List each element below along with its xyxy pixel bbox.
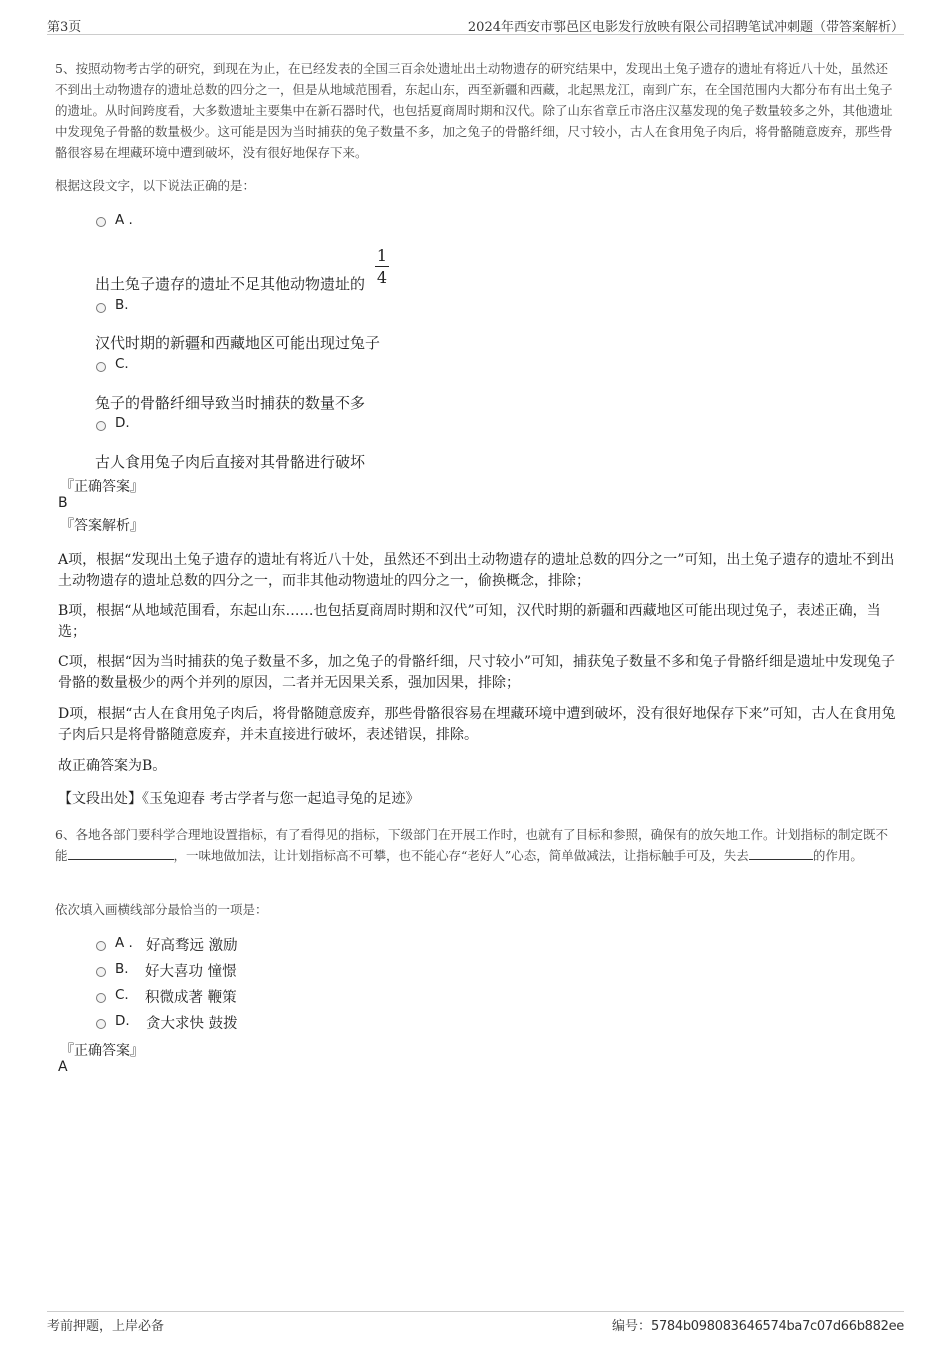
radio-button[interactable] (96, 967, 106, 977)
radio-button[interactable] (96, 1019, 106, 1029)
fraction-denominator: 4 (376, 268, 388, 287)
fill-blank-1 (68, 847, 174, 860)
q5-analysis-c: C项，根据“因为当时捕获的兔子数量不多，加之兔子的骨骼纤细，尺寸较小”可知，捕获兔子数量不多和兔子骨骼纤细是遗址中发现兔子骨骼的数量极少的两个并列的原因，二者并无因果关系，强加因果，排除； (58, 654, 896, 691)
option-label: A . (115, 935, 133, 951)
code-value: 5784b098083646574ba7c07d66b882ee (650, 1319, 904, 1334)
q5-analysis-d: D项，根据“古人在食用兔子肉后，将骨骼随意废弃，那些骨骼很容易在埋藏环境中遭到破坏，没有很好地保存下来”可知，古人在食用兔子肉后只是将骨骼随意废弃，并未直接进行破坏，表述错误，排除。 (58, 706, 896, 743)
option-label: A . (115, 212, 133, 228)
fraction-numerator: 1 (376, 246, 388, 265)
option-text: 汉代时期的新疆和西藏地区可能出现过兔子 (95, 334, 381, 352)
q5-source: 【文段出处】《玉兔迎春 考古学者与您一起追寻兔的足迹》 (58, 791, 420, 807)
fill-blank-2 (749, 847, 813, 860)
option-label: D. (115, 1013, 130, 1029)
option-label: D. (115, 415, 130, 431)
option-label: B. (115, 297, 129, 313)
q5-analysis-heading: 『答案解析』 (60, 518, 144, 534)
option-label: C. (115, 987, 129, 1003)
fraction (375, 246, 389, 287)
footer-slogan: 考前押题，上岸必备 (47, 1319, 165, 1334)
q5-answer-heading: 『正确答案』 (60, 479, 144, 495)
page-number: 第3页 (47, 20, 82, 35)
q6-text-part3: 的作用。 (812, 848, 863, 863)
option-text: 贪大求快 鼓拨 (146, 1016, 238, 1032)
q6-prompt: 依次填入画横线部分最恰当的一项是： (55, 902, 268, 917)
code-label: 编号： (611, 1319, 651, 1334)
fraction-bar (375, 266, 389, 267)
option-text: 好大喜功 憧憬 (145, 964, 237, 980)
radio-button[interactable] (96, 217, 106, 227)
q6-answer-heading: 『正确答案』 (60, 1043, 144, 1059)
q6-passage (55, 824, 895, 866)
radio-button[interactable] (96, 993, 106, 1003)
document-title: 2024年西安市鄠邑区电影发行放映有限公司招聘笔试冲刺题（带答案解析） (467, 20, 904, 35)
q5-passage: 5、按照动物考古学的研究，到现在为止，在已经发表的全国三百余处遗址出土动物遗存的研究结果中，发现出土兔子遗存的遗址有将近八十处，虽然还不到出土动物遗存的遗址总数的四分之一，但是从地域范围看，东起山东，西至新疆和西藏，北起黑龙江，南到广东，在全国范围内大都分布有出土兔子的遗址。从时间跨度看，大多数遗址主要集中在新石器时代，也包括夏商周时期和汉代。除了山东省章丘市洛庄汉墓发现的兔子数量较多之外，其他遗址中发现兔子骨骼的数量极少。这可能是因为当时捕获的兔子数量不多，加之兔子的骨骼纤细，尺寸较小，古人在食用兔子肉后，将骨骼随意废弃，那些骨骼很容易在埋藏环境中遭到破坏，没有很好地保存下来。 (55, 61, 893, 160)
radio-button[interactable] (96, 941, 106, 951)
q5-conclusion: 故正确答案为B。 (58, 758, 167, 774)
option-text: 好高骛远 激励 (146, 938, 238, 954)
radio-button[interactable] (96, 362, 106, 372)
q5-prompt: 根据这段文字，以下说法正确的是： (55, 178, 256, 193)
option-text: 积微成著 鞭策 (145, 990, 237, 1006)
page-header (47, 12, 904, 35)
option-text: 出土兔子遗存的遗址不足其他动物遗址的 (95, 275, 366, 293)
q5-answer: B (58, 495, 68, 511)
q6-answer: A (58, 1059, 68, 1075)
q6-text-part1: 6、各地各部门要科学合理地设置指标，有了看得见的指标，下级部门在开展工作时，也就有了目标和参照，确保有的放矢地工作。计划指标的制定既不能 (55, 827, 888, 863)
page-footer (47, 1311, 904, 1334)
radio-button[interactable] (96, 303, 106, 313)
radio-button[interactable] (96, 421, 106, 431)
q6-text-part2: ，一味地做加法，让计划指标高不可攀，也不能心存“老好人”心态，简单做减法，让指标触手可及，失去 (173, 848, 749, 863)
option-text: 古人食用兔子肉后直接对其骨骼进行破坏 (95, 453, 366, 471)
q5-analysis-a: A项，根据“发现出土兔子遗存的遗址有将近八十处，虽然还不到出土动物遗存的遗址总数的四分之一”可知，出土兔子遗存的遗址不到出土动物遗存的遗址总数的四分之一，而非其他动物遗址的四分之一，偷换概念，排除； (58, 552, 895, 589)
option-text: 兔子的骨骼纤细导致当时捕获的数量不多 (95, 394, 366, 412)
option-label: B. (115, 961, 129, 977)
q5-analysis-b: B项，根据“从地域范围看，东起山东……也包括夏商周时期和汉代”可知，汉代时期的新疆和西藏地区可能出现过兔子，表述正确，当选； (58, 603, 881, 640)
document-code (612, 1315, 904, 1334)
option-label: C. (115, 356, 129, 372)
